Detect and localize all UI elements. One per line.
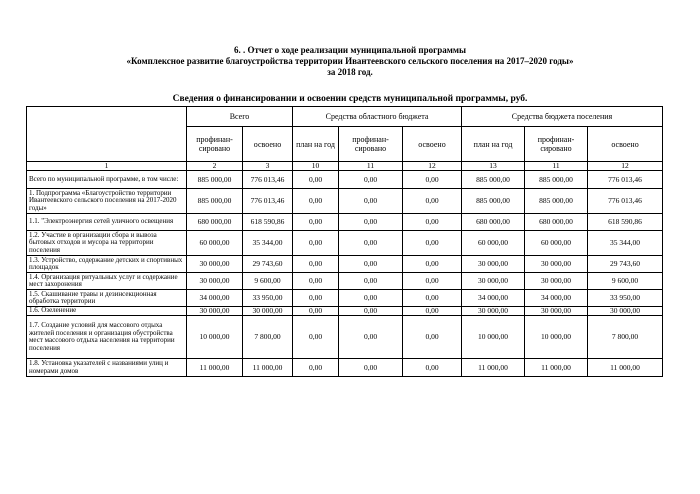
table-row — [27, 290, 663, 307]
column-number: 2 — [187, 162, 243, 171]
column-number: 13 — [462, 162, 525, 171]
subheader-planned-local: план на год — [462, 127, 525, 162]
row-value: 11 000,00 — [525, 359, 588, 377]
row-value: 30 000,00 — [462, 273, 525, 290]
table-row — [27, 273, 663, 290]
row-value: 0,00 — [339, 316, 403, 359]
row-value: 30 000,00 — [243, 307, 293, 316]
row-value: 33 950,00 — [588, 290, 663, 307]
header-total: Всего — [187, 107, 293, 127]
row-value: 0,00 — [293, 214, 339, 231]
row-value: 0,00 — [293, 189, 339, 214]
row-value: 33 950,00 — [243, 290, 293, 307]
row-value: 885 000,00 — [187, 189, 243, 214]
subheader-spent-regional: освоено — [403, 127, 462, 162]
row-value: 30 000,00 — [525, 256, 588, 273]
row-value: 11 000,00 — [243, 359, 293, 377]
row-label: Всего по муниципальной программе, в том числе: — [27, 171, 187, 189]
row-value: 885 000,00 — [462, 171, 525, 189]
row-value: 11 000,00 — [588, 359, 663, 377]
column-number: 1 — [27, 162, 187, 171]
table-row — [27, 256, 663, 273]
row-value: 0,00 — [339, 214, 403, 231]
subheader-financed-regional: профинан-сировано — [339, 127, 403, 162]
row-value: 30 000,00 — [525, 273, 588, 290]
row-value: 0,00 — [339, 189, 403, 214]
table-subtitle: Сведения о финансировании и освоении средств муниципальной программы, руб. — [172, 94, 528, 104]
row-value: 0,00 — [339, 359, 403, 377]
title-line-1: 6. . Отчет о ходе реализации муниципальной программы — [234, 45, 466, 55]
row-value: 60 000,00 — [462, 231, 525, 256]
table-row — [27, 214, 663, 231]
row-value: 11 000,00 — [187, 359, 243, 377]
column-number: 11 — [525, 162, 588, 171]
row-value: 30 000,00 — [588, 307, 663, 316]
row-value: 35 344,00 — [588, 231, 663, 256]
row-value: 0,00 — [293, 273, 339, 290]
row-value: 776 013,46 — [588, 189, 663, 214]
row-label: 1.8. Установка указателей с названиями улиц и номерами домов — [27, 359, 187, 377]
row-value: 680 000,00 — [462, 214, 525, 231]
table-row — [27, 316, 663, 359]
row-value: 776 013,46 — [243, 189, 293, 214]
row-value: 9 600,00 — [243, 273, 293, 290]
column-number: 12 — [403, 162, 462, 171]
column-number: 12 — [588, 162, 663, 171]
row-label: 1.5. Скашивание травы и дезинсекционная обработка территории — [27, 290, 187, 307]
row-value: 10 000,00 — [187, 316, 243, 359]
table-row — [27, 231, 663, 256]
row-value: 0,00 — [403, 359, 462, 377]
row-value: 34 000,00 — [187, 290, 243, 307]
subheader-financed: профинан-сировано — [187, 127, 243, 162]
row-value: 0,00 — [339, 307, 403, 316]
row-label: 1.4. Организация ритуальных услуг и содержание мест захоронения — [27, 273, 187, 290]
table-row — [27, 307, 663, 316]
table-row — [27, 171, 663, 189]
row-value: 885 000,00 — [187, 171, 243, 189]
column-number-row — [27, 162, 663, 171]
row-value: 0,00 — [403, 316, 462, 359]
row-value: 885 000,00 — [462, 189, 525, 214]
row-value: 29 743,60 — [243, 256, 293, 273]
row-value: 0,00 — [293, 359, 339, 377]
row-value: 0,00 — [339, 256, 403, 273]
report-title — [40, 45, 660, 78]
row-value: 34 000,00 — [462, 290, 525, 307]
row-value: 0,00 — [403, 214, 462, 231]
row-value: 9 600,00 — [588, 273, 663, 290]
row-value: 885 000,00 — [525, 171, 588, 189]
row-value: 60 000,00 — [187, 231, 243, 256]
row-value: 618 590,86 — [588, 214, 663, 231]
row-value: 0,00 — [293, 307, 339, 316]
row-value: 0,00 — [339, 231, 403, 256]
row-value: 11 000,00 — [462, 359, 525, 377]
title-line-2: «Комплексное развитие благоустройства территории Ивантеевского сельского поселения на 2017–2020 годы» — [126, 56, 574, 66]
row-value: 35 344,00 — [243, 231, 293, 256]
row-value: 7 800,00 — [588, 316, 663, 359]
subheader-spent: освоено — [243, 127, 293, 162]
subheader-financed-local: профинан-сировано — [525, 127, 588, 162]
row-label: 1.7. Создание условий для массового отдыха жителей поселения и организация обустройства мест массового отдыха населения на территории поселения — [27, 316, 187, 359]
row-value: 30 000,00 — [462, 256, 525, 273]
row-value: 680 000,00 — [525, 214, 588, 231]
subheader-spent-local: освоено — [588, 127, 663, 162]
column-number: 10 — [293, 162, 339, 171]
row-value: 30 000,00 — [462, 307, 525, 316]
row-value: 0,00 — [339, 290, 403, 307]
row-value: 0,00 — [403, 273, 462, 290]
row-value: 34 000,00 — [525, 290, 588, 307]
row-value: 0,00 — [293, 231, 339, 256]
row-value: 776 013,46 — [243, 171, 293, 189]
title-line-3: за 2018 год. — [327, 67, 373, 77]
row-value: 0,00 — [293, 171, 339, 189]
row-label: 1.1. "Электроэнергия сетей уличного освещения — [27, 214, 187, 231]
header-regional: Средства областного бюджета — [293, 107, 462, 127]
table-row — [27, 189, 663, 214]
row-value: 0,00 — [403, 171, 462, 189]
row-value: 60 000,00 — [525, 231, 588, 256]
row-value: 0,00 — [403, 290, 462, 307]
group-header-row — [27, 107, 663, 127]
row-value: 10 000,00 — [462, 316, 525, 359]
row-value: 0,00 — [403, 307, 462, 316]
row-value: 30 000,00 — [187, 273, 243, 290]
header-name-cell — [27, 107, 187, 162]
row-value: 0,00 — [293, 256, 339, 273]
row-value: 0,00 — [339, 171, 403, 189]
row-value: 0,00 — [339, 273, 403, 290]
row-value: 0,00 — [403, 256, 462, 273]
financing-table — [26, 106, 663, 377]
row-label: 1. Подпрограмма «Благоустройство территории Ивантеевского сельского поселения на 2017-2020 годы» — [27, 189, 187, 214]
column-number: 3 — [243, 162, 293, 171]
row-label: 1.2. Участие в организации сбора и вывоза бытовых отходов и мусора на территории поселения — [27, 231, 187, 256]
row-value: 7 800,00 — [243, 316, 293, 359]
row-value: 680 000,00 — [187, 214, 243, 231]
row-label: 1.6. Озеленение — [27, 307, 187, 316]
row-value: 776 013,46 — [588, 171, 663, 189]
row-value: 30 000,00 — [187, 307, 243, 316]
row-value: 30 000,00 — [187, 256, 243, 273]
row-value: 618 590,86 — [243, 214, 293, 231]
row-value: 30 000,00 — [525, 307, 588, 316]
table-row — [27, 359, 663, 377]
row-value: 29 743,60 — [588, 256, 663, 273]
row-value: 0,00 — [403, 231, 462, 256]
row-value: 885 000,00 — [525, 189, 588, 214]
row-value: 10 000,00 — [525, 316, 588, 359]
column-number: 11 — [339, 162, 403, 171]
row-value: 0,00 — [293, 290, 339, 307]
row-label: 1.3. Устройство, содержание детских и спортивных площадок — [27, 256, 187, 273]
subheader-planned: план на год — [293, 127, 339, 162]
header-local: Средства бюджета поселения — [462, 107, 663, 127]
row-value: 0,00 — [403, 189, 462, 214]
row-value: 0,00 — [293, 316, 339, 359]
